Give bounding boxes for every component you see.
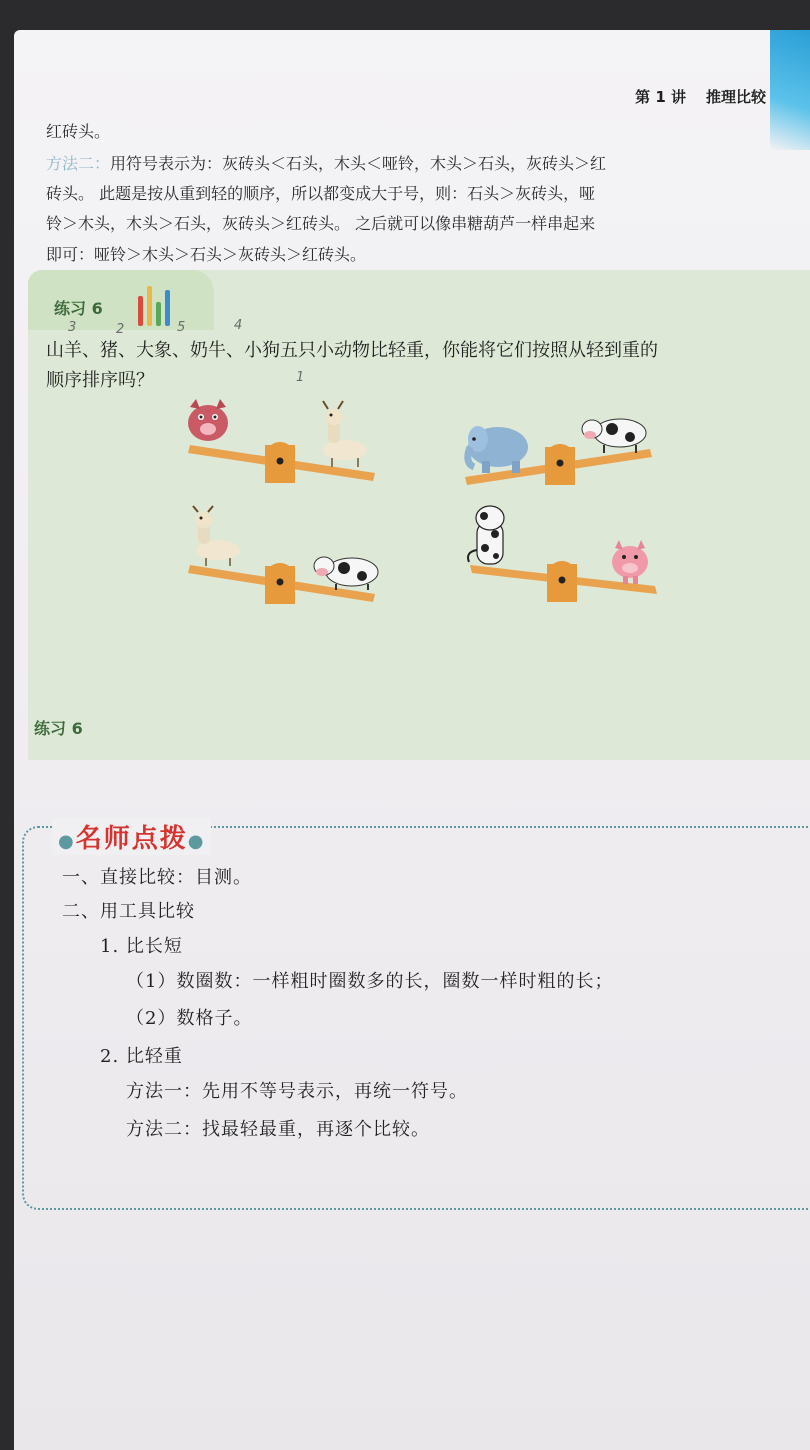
scale-goat-cow [188,506,378,604]
tip-line-4: （1）数圈数：一样粗时圈数多的长，圈数一样时粗的长； [126,971,614,992]
bar-chart-icon [138,282,178,326]
pencil-mark-1: 3 [68,320,77,335]
dot-icon-left: ● [58,831,76,852]
pig-icon-2 [612,540,648,584]
tip-line-1: 一、直接比较：目测。 [62,867,252,888]
intro-line-1-text: 用符号表示为：灰砖头＜石头，木头＜哑铃，木头＞石头，灰砖头＞红 [110,154,607,173]
intro-line-1 [46,154,606,174]
elephant-icon [468,426,528,473]
dot-icon-right: ● [187,831,206,852]
question-line-1: 山羊、猪、大象、奶牛、小狗五只小动物比轻重，你能将它们按照从轻到重的 [46,340,658,361]
pencil-mark-2: 2 [116,322,125,337]
cow-icon-2 [314,557,378,590]
bar-icon-1 [138,296,143,326]
intro-line-4: 即可：哑铃＞木头＞石头＞灰砖头＞红砖头。 [46,245,367,264]
balance-scales-illustration [180,395,680,625]
tip-line-3: 1. 比长短 [100,936,183,957]
pencil-mark-3: 5 [177,320,186,335]
tip-line-8: 方法二：找最轻最重，再逐个比较。 [126,1119,430,1140]
pig-icon-1 [188,399,228,441]
goat-icon-1 [323,401,367,467]
tip-line-5: （2）数格子。 [126,1008,253,1029]
scale-pig-goat [188,399,375,483]
teacher-tips-title [52,818,211,855]
bar-icon-3 [156,302,161,326]
tip-line-6: 2. 比轻重 [100,1046,183,1067]
pencil-mark-5: 1 [296,370,305,385]
tip-line-7: 方法一：先用不等号表示，再统一符号。 [126,1081,468,1102]
intro-line-0: 红砖头。 [46,122,111,141]
intro-line-2: 砖头。 此题是按从重到轻的顺序，所以都变成大于号，则：石头＞灰砖头，哑 [46,184,596,203]
scale-dog-pig [468,506,657,602]
page-header [635,86,766,107]
scale-elephant-cow [465,419,652,485]
question-line-2: 顺序排序吗？ [46,370,154,391]
method-two-label: 方法二： [46,154,111,173]
tip-line-2: 二、用工具比较 [62,901,195,922]
tips-title-text: 名师点拨 [75,824,188,854]
dog-icon [468,506,504,564]
pencil-mark-4: 4 [234,318,243,333]
goat-icon-2 [193,506,240,566]
intro-line-3: 铃＞木头，木头＞石头，灰砖头＞红砖头。 之后就可以像串糖葫芦一样串起来 [46,214,596,233]
exercise-title: 练习 6 [54,299,103,318]
bar-icon-4 [165,290,170,326]
page-corner-accent [770,30,810,150]
bar-icon-2 [147,286,152,326]
cow-icon-1 [582,419,646,453]
chapter-title: 推理比较 [705,88,766,106]
chapter-number: 第 1 讲 [635,88,686,106]
exercise-footer-title: 练习 6 [34,719,83,738]
